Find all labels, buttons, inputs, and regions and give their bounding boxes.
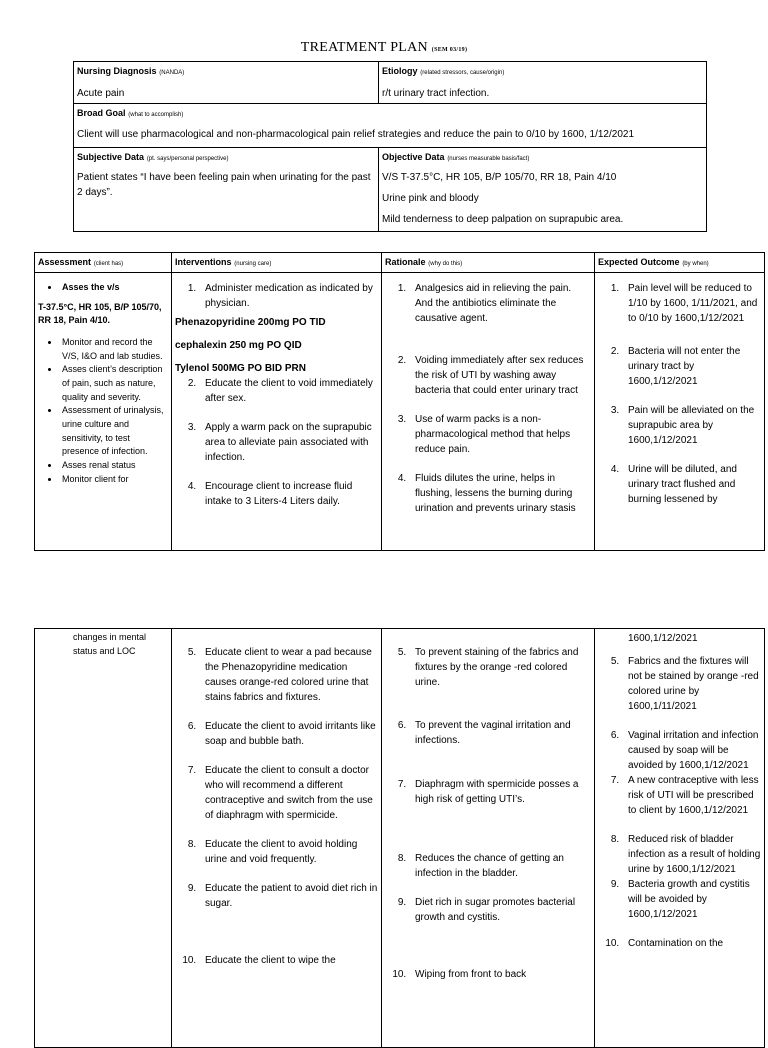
intervention-item: 9. Educate the patient to avoid diet rich in sugar. — [199, 881, 378, 911]
objective-data-cell — [379, 148, 707, 232]
etiology-cell — [379, 62, 707, 104]
medication-order: Tylenol 500MG PO BID PRN — [175, 363, 306, 374]
outcome-item: 9. Bacteria growth and cystitis will be avoided by 1600,1/12/2021 — [622, 877, 761, 922]
assessment-cell — [35, 273, 172, 551]
rationale-item: 6. To prevent the vaginal irritation and infections. — [409, 718, 591, 748]
assessment-continued-text: changes in mental status and LOC — [73, 632, 147, 656]
rationale-continued-cell — [382, 629, 595, 1048]
outcome-item: 1. Pain level will be reduced to 1/10 by 1600, 1/11/2021, and to 0/10 by 1600,1/12/2021 — [622, 281, 761, 326]
intervention-item: 2. Educate the client to void immediately after sex. — [199, 376, 378, 406]
outcome-item: 7. A new contraceptive with less risk of UTI will be prescribed to client by 1600,1/12/2021 — [622, 773, 761, 818]
intervention-item: 7. Educate the client to consult a doctor who will recommend a different contraceptive and switch from the use of diaphragm with spermicide. — [199, 763, 378, 823]
outcome-item: 4. Urine will be diluted, and urinary tract flushed and burning lessened by — [622, 462, 761, 507]
broad-goal-sub: (what to accomplish) — [128, 112, 184, 118]
subjective-data-cell — [74, 148, 379, 232]
outcome-continued-cell — [595, 629, 765, 1048]
objective-label: Objective Data — [382, 152, 445, 162]
outcome-item: 10. Contamination on the — [622, 936, 761, 951]
assessment-item: • Asses client’s description of pain, such as nature, quality and severity. — [60, 363, 168, 404]
broad-goal-cell — [74, 104, 707, 148]
etiology-label: Etiology — [382, 66, 418, 76]
rationale-item: 7. Diaphragm with spermicide posses a high risk of getting UTI’s. — [409, 777, 591, 807]
assessment-item: • Monitor client for — [60, 473, 168, 487]
objective-urine: Urine pink and bloody — [382, 193, 479, 204]
rationale-item: 3. Use of warm packs is a non-pharmacological method that helps reduce pain. — [409, 412, 591, 457]
nursing-diagnosis-value: Acute pain — [77, 88, 125, 99]
plan-table-page2 — [34, 628, 765, 1048]
intervention-item: 8. Educate the client to avoid holding urine and void frequently. — [199, 837, 378, 867]
assessment-item: • Asses renal status — [60, 459, 168, 473]
title-main: TREATMENT PLAN — [300, 40, 428, 55]
assessment-header: Assessment (client has) — [35, 253, 172, 273]
interventions-header: Interventions (nursing care) — [172, 253, 382, 273]
rationale-item: 9. Diet rich in sugar promotes bacterial growth and cystitis. — [409, 895, 591, 925]
nursing-diagnosis-label: Nursing Diagnosis — [77, 66, 157, 76]
rationale-item: 10. Wiping from front to back — [409, 967, 591, 982]
nursing-diagnosis-sub: (NANDA) — [159, 70, 185, 76]
medication-order: cephalexin 250 mg PO QID — [175, 340, 302, 351]
etiology-value: r/t urinary tract infection. — [382, 88, 490, 99]
etiology-sub: (related stressors, cause/origin) — [420, 70, 505, 76]
title-sem: (SEM 03/19) — [431, 47, 468, 53]
assessment-item: • Assessment of urinalysis, urine culture and sensitivity, to test presence of infection. — [60, 404, 168, 459]
subjective-label: Subjective Data — [77, 152, 145, 162]
rationale-header: Rationale (why do this) — [382, 253, 595, 273]
outcome-item: 6. Vaginal irritation and infection caused by soap will be avoided by 1600,1/12/2021 — [622, 728, 761, 773]
subjective-value: Patient states “I have been feeling pain when urinating for the past 2 days”. — [77, 172, 371, 198]
outcome-continued-text: 1600,1/12/2021 — [628, 633, 698, 644]
rationale-item: 8. Reduces the chance of getting an infection in the bladder. — [409, 851, 591, 881]
intervention-item: 6. Educate the client to avoid irritants like soap and bubble bath. — [199, 719, 378, 749]
interventions-cell — [172, 273, 382, 551]
diagnosis-table — [73, 61, 707, 232]
outcome-item: 3. Pain will be alleviated on the suprapubic area by 1600,1/12/2021 — [622, 403, 761, 448]
rationale-item: 5. To prevent staining of the fabrics and fixtures by the orange -red colored urine. — [409, 645, 591, 690]
plan-table-page1 — [34, 252, 765, 551]
objective-vs: V/S T-37.5°C, HR 105, B/P 105/70, RR 18, Pain 4/10 — [382, 172, 617, 183]
medication-order: Phenazopyridine 200mg PO TID — [175, 317, 326, 328]
intervention-item: 3. Apply a warm pack on the suprapubic area to alleviate pain associated with infection. — [199, 420, 378, 465]
intervention-item: 4. Encourage client to increase fluid intake to 3 Liters-4 Liters daily. — [199, 479, 378, 509]
broad-goal-value: Client will use pharmacological and non-pharmacological pain relief strategies and reduce the pain to 0/10 by 1600, 1/12/2021 — [77, 129, 635, 140]
outcome-cell — [595, 273, 765, 551]
objective-sub: (nurses measurable basis/fact) — [447, 156, 530, 162]
interventions-continued-cell — [172, 629, 382, 1048]
rationale-cell — [382, 273, 595, 551]
assessment-vs-item: • Asses the v/s — [60, 281, 168, 295]
intervention-item: 1. Administer medication as indicated by physician. — [199, 281, 378, 311]
intervention-item: 5. Educate client to wear a pad because the Phenazopyridine medication causes orange-red colored urine that stains fabrics and fixtures. — [199, 645, 378, 705]
nursing-diagnosis-cell — [74, 62, 379, 104]
rationale-item: 1. Analgesics aid in relieving the pain. And the antibiotics eliminate the causative agent. — [409, 281, 591, 326]
outcome-item: 8. Reduced risk of bladder infection as a result of holding urine by 1600,1/12/2021 — [622, 832, 761, 877]
intervention-item: 10. Educate the client to wipe the — [199, 953, 378, 968]
rationale-item: 2. Voiding immediately after sex reduces the risk of UTI by washing away bacteria that could enter urinary tract — [409, 353, 591, 398]
outcome-item: 2. Bacteria will not enter the urinary tract by 1600,1/12/2021 — [622, 344, 761, 389]
assessment-continued-cell — [35, 629, 172, 1048]
objective-tenderness: Mild tenderness to deep palpation on suprapubic area. — [382, 214, 624, 225]
page-title — [0, 37, 768, 58]
subjective-sub: (pt. says/personal perspective) — [146, 156, 229, 162]
broad-goal-label: Broad Goal — [77, 108, 126, 118]
assessment-vs-values: T-37.5°C, HR 105, B/P 105/70, RR 18, Pain 4/10. — [38, 301, 162, 326]
assessment-item: • Monitor and record the V/S, I&O and lab studies. — [60, 336, 168, 363]
rationale-item: 4. Fluids dilutes the urine, helps in flushing, lessens the burning during urination and prevents urinary stasis — [409, 471, 591, 516]
outcome-header: Expected Outcome (by when) — [595, 253, 765, 273]
outcome-item: 5. Fabrics and the fixtures will not be stained by orange -red colored urine by 1600,1/11/2021 — [622, 654, 761, 714]
